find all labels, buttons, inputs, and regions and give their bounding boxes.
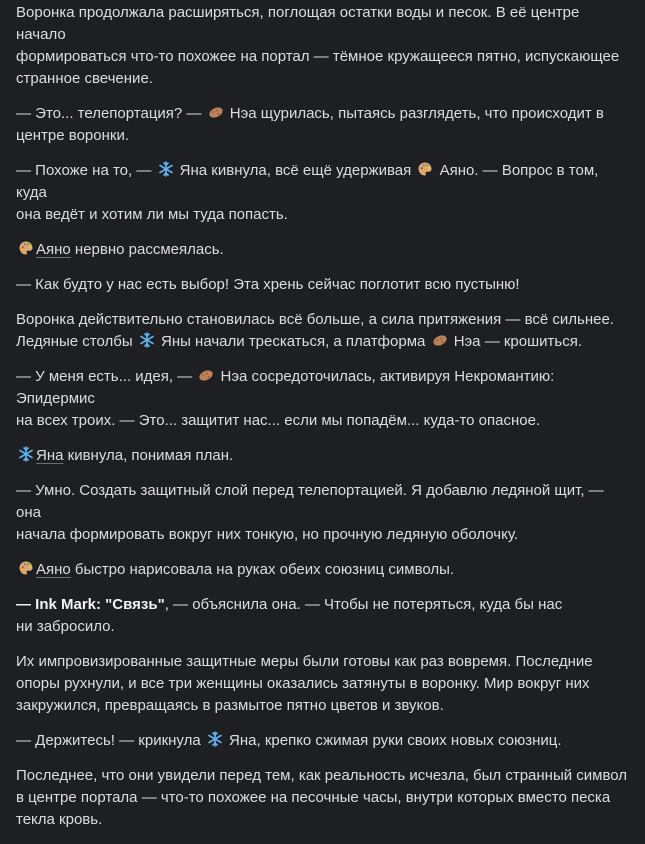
paragraph-1 [16, 2, 631, 90]
potato-icon [432, 332, 448, 348]
text-fragment: Яна, крепко сжимая руки своих новых союзниц. [224, 732, 562, 749]
text-line: Воронка продолжала расширяться, поглощая остатки воды и песок. В её центре начало [16, 4, 584, 43]
snowflake-icon [139, 332, 155, 348]
palette-icon [18, 240, 34, 256]
paragraph-13 [16, 730, 631, 752]
text-fragment: Нэа сосредоточилась, активируя Некромантию: Эпидермис [16, 368, 559, 407]
text-line: в центре портала — что-то похожее на песочные часы, внутри которых вместо песка [16, 789, 611, 806]
text-fragment: Аяно. — Вопрос в том, куда [16, 162, 603, 201]
text-fragment: — Это... телепортация? — [16, 105, 206, 122]
paragraph-6 [16, 309, 631, 353]
text-fragment: Нэа — крошиться. [449, 333, 582, 350]
paragraph-14 [16, 765, 631, 831]
text-line: Их импровизированные защитные меры были готовы как раз вовремя. Последние [16, 653, 593, 670]
bold-text: — Ink Mark: "Связь" [16, 596, 165, 613]
text-line: — Умно. Создать защитный слой перед телепортацией. Я добавлю ледяной щит, — она [16, 482, 608, 521]
text-fragment: Яна кивнула, всё ещё удерживая [175, 162, 416, 179]
text-line: Последнее, что они увидели перед тем, как реальность исчезла, был странный символ [16, 767, 628, 784]
palette-icon [18, 560, 34, 576]
paragraph-10 [16, 559, 631, 581]
paragraph-2 [16, 103, 631, 147]
potato-icon [208, 104, 224, 120]
text-line: формироваться что-то похожее на портал — тёмное кружащееся пятно, испускающее [16, 48, 620, 65]
text-line: опоры рухнули, и все три женщины оказались затянуты в воронку. Мир вокруг них [16, 675, 590, 692]
mention-ayano[interactable]: Аяно [36, 241, 71, 258]
text-line: странное свечение. [16, 70, 153, 87]
text-fragment: — У меня есть... идея, — [16, 368, 197, 385]
text-line: центре воронки. [16, 127, 129, 144]
text-fragment: Нэа щурилась, пытаясь разглядеть, что происходит в [225, 105, 604, 122]
paragraph-11 [16, 594, 631, 638]
paragraph-9 [16, 480, 631, 546]
text-line: текла кровь. [16, 811, 103, 828]
text-fragment: кивнула, понимая план. [63, 447, 234, 464]
mention-ayano[interactable]: Аяно [36, 561, 71, 578]
potato-icon [198, 367, 214, 383]
text-line: начала формировать вокруг них тонкую, но прочную ледяную оболочку. [16, 526, 518, 543]
story-text [16, 2, 631, 844]
palette-icon [417, 161, 433, 177]
snowflake-icon [158, 161, 174, 177]
text-fragment: , — объяснила она. — Чтобы не потеряться, куда бы нас [164, 596, 563, 613]
text-fragment: — Похоже на то, — [16, 162, 156, 179]
text-fragment: нервно рассмеялась. [70, 241, 224, 258]
text-fragment: быстро нарисовала на руках обеих союзниц символы. [70, 561, 455, 578]
text-line: на всех троих. — Это... защитит нас... если мы попадём... куда-то опасное. [16, 412, 541, 429]
mention-yana[interactable]: Яна [36, 447, 64, 464]
text-fragment: Ледяные столбы [16, 333, 137, 350]
text-fragment: — Держитесь! — крикнула [16, 732, 205, 749]
text-line: закружился, превращаясь в размытое пятно цветов и звуков. [16, 697, 444, 714]
text-line: — Как будто у нас есть выбор! Эта хрень сейчас поглотит всю пустыню! [16, 276, 520, 293]
text-line: ни забросило. [16, 618, 115, 635]
paragraph-4 [16, 239, 631, 261]
paragraph-7 [16, 366, 631, 432]
snowflake-icon [207, 731, 223, 747]
paragraph-5 [16, 274, 631, 296]
paragraph-3 [16, 160, 631, 226]
text-fragment: Яны начали трескаться, а платформа [156, 333, 430, 350]
text-line: Воронка действительно становилась всё больше, а сила притяжения — всё сильнее. [16, 311, 614, 328]
snowflake-icon [18, 446, 34, 462]
paragraph-12 [16, 651, 631, 717]
text-line: она ведёт и хотим ли мы туда попасть. [16, 206, 288, 223]
paragraph-8 [16, 445, 631, 467]
